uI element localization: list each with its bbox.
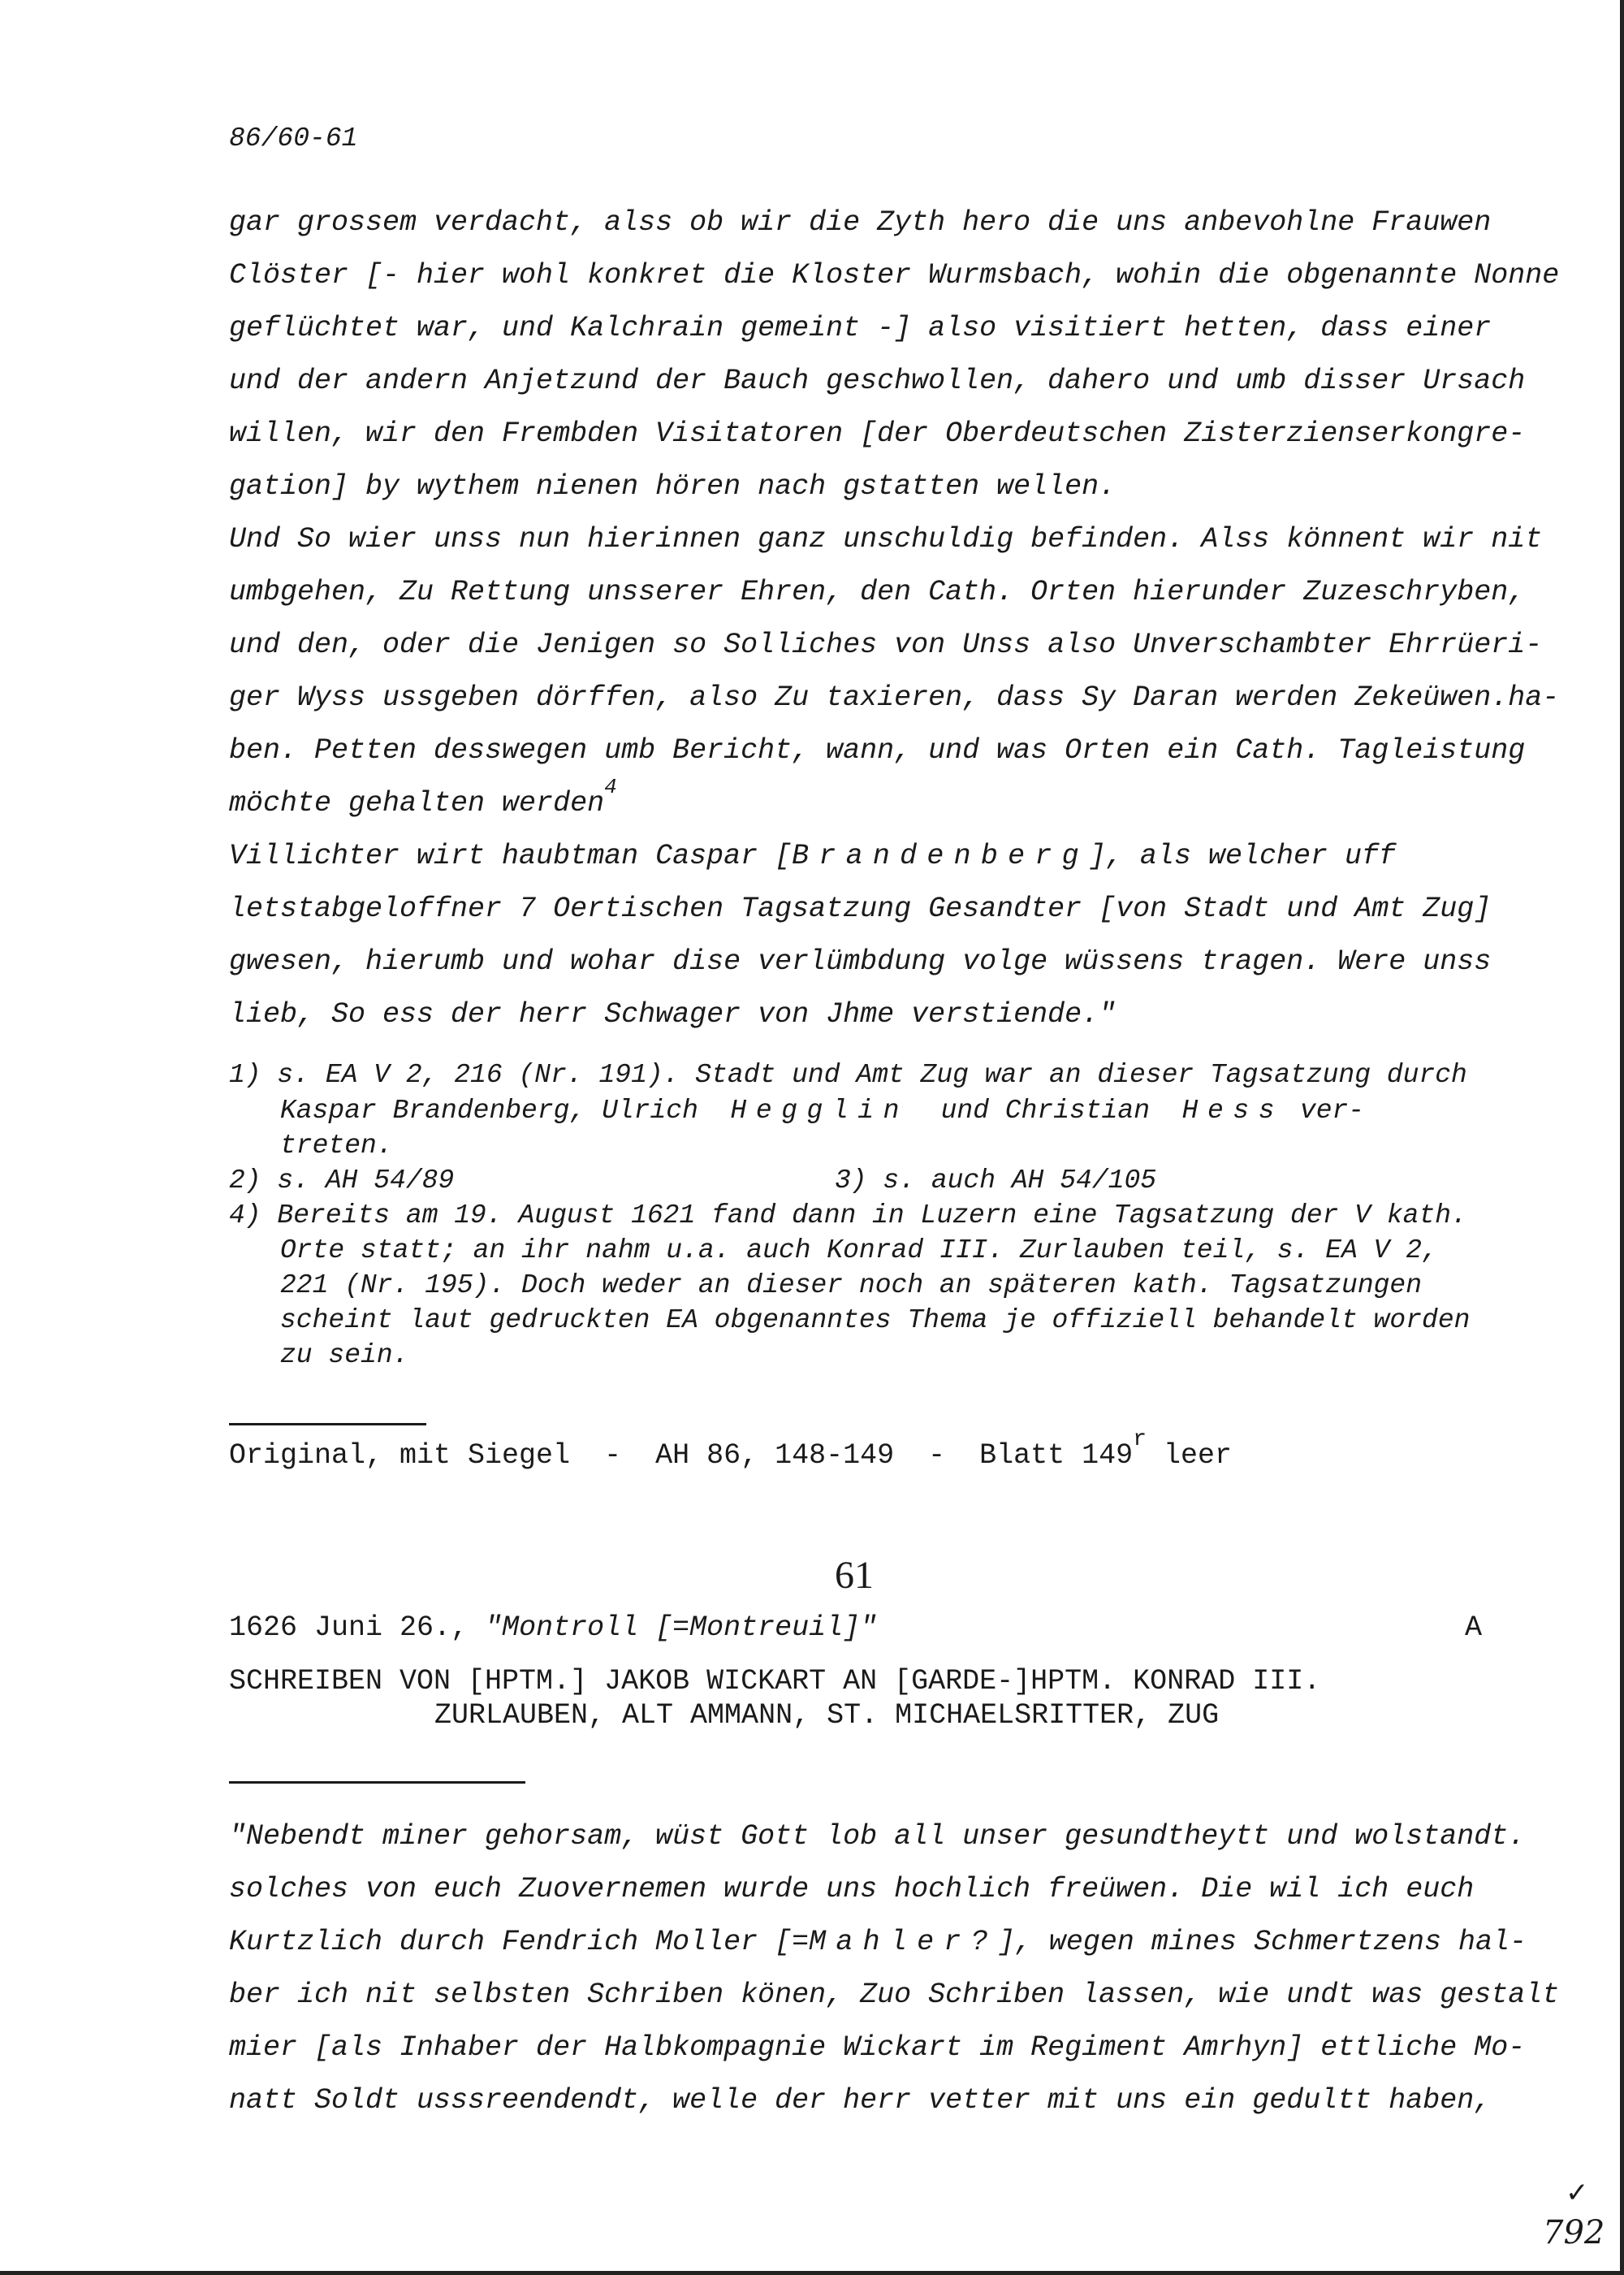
footnote-text: Kaspar Brandenberg, Ulrich (280, 1096, 698, 1126)
body-text: möchte gehalten werden (229, 787, 605, 820)
body-line: mier [als Inhaber der Halbkompagnie Wickart im Regiment Amrhyn] ettliche Mo- (229, 2031, 1526, 2064)
footnote-reference-4: 4 (604, 775, 617, 799)
body-text: Villichter wirt haubtman Caspar [ (229, 840, 793, 872)
body-line: und den, oder die Jenigen so Solliches von Unss also Unverschambter Ehrrüeri- (229, 629, 1543, 661)
body-line: willen, wir den Frembden Visitatoren [der Oberdeutschen Zisterzienserkongre- (229, 417, 1526, 450)
source-superscript: r (1133, 1427, 1147, 1452)
body-line: ben. Petten desswegen umb Bericht, wann, und was Orten ein Cath. Tagleistung (229, 734, 1526, 767)
footnote-4-line: 221 (Nr. 195). Doch weder an dieser noch an späteren kath. Tagsatzungen (280, 1270, 1423, 1300)
document-date: 1626 Juni 26., (229, 1611, 486, 1644)
spaced-name-hegglin: Hegglin (730, 1096, 909, 1126)
body-line (229, 775, 617, 820)
body-line: Und So wier unss nun hierinnen ganz unschuldig befinden. Alss könnent wir nit (229, 523, 1543, 556)
body-line: umbgehen, Zu Rettung unsserer Ehren, den Cath. Orten hierunder Zuzeschryben, (229, 576, 1526, 608)
body-line: natt Soldt usssreendendt, welle der herr vetter mit uns ein gedultt haben, (229, 2084, 1492, 2117)
body-line: "Nebendt miner gehorsam, wüst Gott lob all unser gesundtheytt und wolstandt. (229, 1820, 1526, 1853)
body-line: lieb, So ess der herr Schwager von Jhme verstiende." (229, 998, 1116, 1031)
body-line: und der andern Anjetzund der Bauch geschwollen, dahero und umb disser Ursach (229, 365, 1526, 397)
footnote-4: 4) Bereits am 19. August 1621 fand dann in Luzern eine Tagsatzung der V kath. (229, 1200, 1467, 1230)
spaced-name-mahler: Mahler? (809, 1926, 998, 1958)
source-note (229, 1427, 1233, 1472)
body-line: gar grossem verdacht, alss ob wir die Zyth hero die uns anbevohlne Frauwen (229, 206, 1492, 239)
source-text: Original, mit Siegel - AH 86, 148-149 - Blatt 149 (229, 1439, 1134, 1472)
document-place: "Montroll [=Montreuil]" (485, 1611, 878, 1644)
body-line: gwesen, hierumb und wohar dise verlümbdung volge wüssens tragen. Were unss (229, 945, 1492, 978)
body-text: Kurtzlich durch Fendrich Moller [= (229, 1926, 810, 1958)
body-line (229, 1926, 1527, 1958)
footnote-1-end: treten. (280, 1131, 393, 1161)
body-line: gation] by wythem nienen hören nach gstatten wellen. (229, 470, 1116, 503)
body-line: solches von euch Zuovernemen wurde uns hochlich freüwen. Die wil ich euch (229, 1873, 1475, 1905)
footnote-text: ver- (1299, 1096, 1365, 1126)
document-date-line (229, 1611, 877, 1644)
body-line: ber ich nit selbsten Schriben könen, Zuo Schriben lassen, wie undt was gestalt (229, 1979, 1560, 2011)
source-text: leer (1147, 1439, 1233, 1472)
source-divider (229, 1423, 426, 1425)
footnote-3: 3) s. auch AH 54/105 (835, 1166, 1157, 1196)
title-divider (229, 1781, 525, 1784)
checkmark-icon: ✓ (1566, 2177, 1589, 2209)
body-line: Clöster [- hier wohl konkret die Kloster Wurmsbach, wohin die obgenannte Nonne (229, 259, 1560, 292)
spaced-name-hess: Hess (1181, 1096, 1285, 1126)
document-title-continued: ZURLAUBEN, ALT AMMANN, ST. MICHAELSRITTER, ZUG (434, 1699, 1220, 1732)
footnote-text: und Christian (940, 1096, 1151, 1126)
footnote-4-line: Orte statt; an ihr nahm u.a. auch Konrad III. Zurlauben teil, s. EA V 2, (280, 1235, 1438, 1265)
body-line: letstabgeloffner 7 Oertischen Tagsatzung Gesandter [von Stadt und Amt Zug] (229, 893, 1492, 925)
footnote-1: 1) s. EA V 2, 216 (Nr. 191). Stadt und Amt Zug war an dieser Tagsatzung durch (229, 1060, 1467, 1090)
document-kind: A (1465, 1611, 1483, 1644)
footnote-1-continued (280, 1096, 1364, 1126)
footnote-4-line: zu sein. (280, 1340, 409, 1370)
handwritten-folio-number: 792 (1543, 2214, 1605, 2251)
body-line (229, 840, 1396, 872)
body-text: ], als welcher uff (1088, 840, 1396, 872)
page-reference: 86/60-61 (229, 123, 358, 154)
document-title: SCHREIBEN VON [HPTM.] JAKOB WICKART AN [GARDE-]HPTM. KONRAD III. (229, 1665, 1321, 1698)
body-line: geflüchtet war, und Kalchrain gemeint -] also visitiert hetten, dass einer (229, 312, 1492, 344)
body-text: ], wegen mines Schmertzens hal- (997, 1926, 1527, 1958)
document-number: 61 (835, 1554, 874, 1597)
footnote-4-line: scheint laut gedruckten EA obgenanntes Thema je offiziell behandelt worden (280, 1305, 1471, 1335)
footnote-2: 2) s. AH 54/89 (229, 1166, 455, 1196)
spaced-name-brandenberg: Brandenberg (792, 840, 1089, 872)
body-line: ger Wyss ussgeben dörffen, also Zu taxieren, dass Sy Daran werden Zekeüwen.ha- (229, 681, 1560, 714)
